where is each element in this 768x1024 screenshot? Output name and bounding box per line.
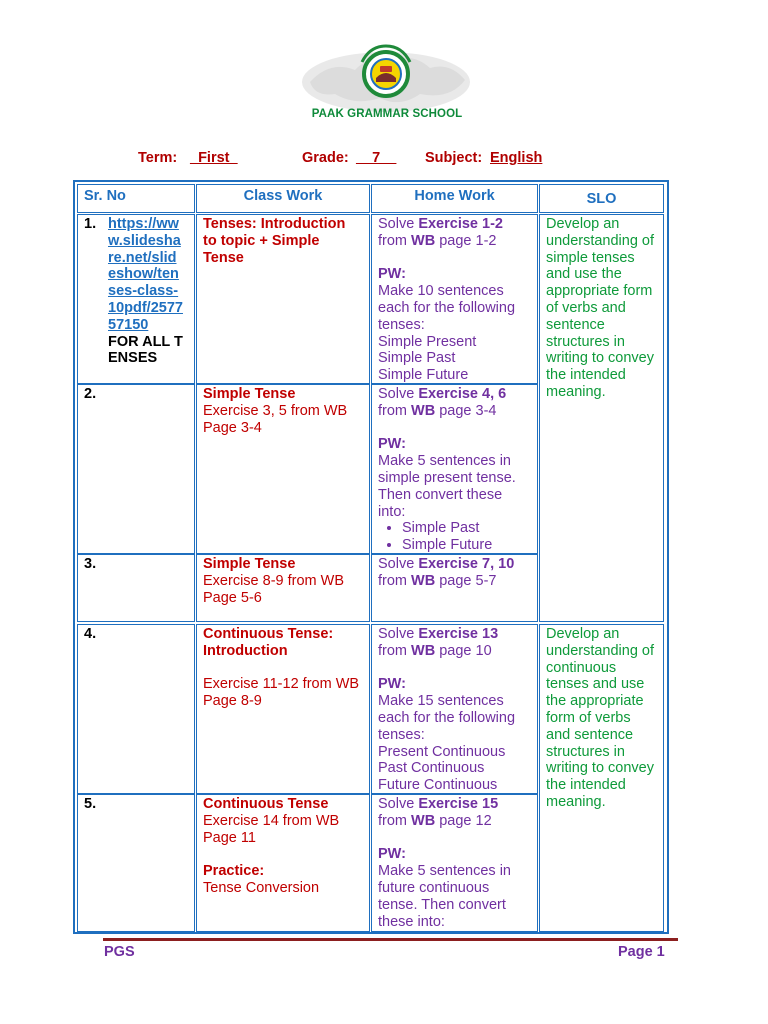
school-name: PAAK GRAMMAR SCHOOL: [311, 108, 463, 120]
row-1-sr-no: [77, 214, 195, 384]
hw-exercise: Exercise 15: [418, 796, 499, 812]
row-4-pw-item: Past Continuous: [378, 760, 485, 777]
header-class-work: Class Work: [196, 184, 370, 213]
row-1-number: 1.: [84, 216, 97, 232]
row-2-cw-text: Exercise 3, 5 from WB Page 3-4: [203, 402, 348, 436]
hw-wb: WB: [411, 812, 436, 829]
row-1-class-work: Tenses: Introduction to topic + Simple Tense: [196, 214, 370, 384]
row-1-link-note: FOR ALL TENSES: [108, 333, 183, 367]
term-label: Term:: [138, 150, 178, 166]
row-3-cw-title: Simple Tense: [203, 556, 296, 572]
row-5-practice-label: Practice:: [203, 863, 265, 880]
row-2-pw-item: • Simple Past: [402, 520, 531, 537]
row-3-home-work: [371, 554, 538, 622]
row-2-sr-no: [77, 384, 195, 554]
hw-page: page 12: [435, 812, 492, 829]
hw-exercise: Exercise 4, 6: [418, 386, 507, 402]
row-4-cw-title: Continuous Tense: Introduction: [203, 626, 334, 659]
hw-page: page 3-4: [435, 402, 497, 419]
hw-from: from: [378, 642, 412, 659]
hw-wb: WB: [411, 402, 436, 419]
row-2-pw-label: PW:: [378, 436, 406, 453]
hw-page: page 10: [435, 642, 492, 659]
row-2-home-work: [371, 384, 538, 554]
row-5-cw-text: Exercise 14 from WB Page 11: [203, 812, 340, 846]
hw-exercise: Exercise 1-2: [418, 216, 503, 232]
row-5-pw-label: PW:: [378, 846, 406, 863]
curriculum-table: [73, 180, 669, 934]
row-4-pw-item: Present Continuous: [378, 743, 506, 760]
row-5-sr-no: [77, 794, 195, 932]
subject-value: English: [490, 150, 543, 166]
footer-page-number: Page 1: [618, 944, 665, 960]
hw-wb: WB: [411, 572, 436, 589]
row-5-cw-title: Continuous Tense: [203, 796, 329, 812]
header-sr-no: Sr. No: [77, 184, 195, 213]
hw-from: from: [378, 812, 412, 829]
row-5-home-work: [371, 794, 538, 932]
row-4-number: 4.: [84, 626, 97, 642]
row-2-pw-text: Make 5 sentences in simple present tense. Then convert these into:: [378, 453, 516, 520]
row-1-pw-label: PW:: [378, 266, 406, 283]
slo-continuous-tenses: Develop an understanding of continuous tenses and use the appropriate form of verbs and sentence structures in writing to convey the intended meaning.: [539, 624, 664, 932]
subject-label: Subject:: [425, 150, 483, 166]
hw-solve: Solve: [378, 556, 419, 572]
grade-label: Grade:: [302, 150, 349, 166]
hw-solve: Solve: [378, 796, 419, 812]
slo-simple-tenses: Develop an understanding of simple tenses and use the appropriate form of verbs and sentence structures in writing to convey the intended meaning.: [539, 214, 664, 622]
hw-solve: Solve: [378, 386, 419, 402]
row-3-number: 3.: [84, 556, 97, 572]
footer-school-abbr: PGS: [104, 944, 135, 960]
row-2-cw-title: Simple Tense: [203, 386, 296, 402]
row-1-home-work: [371, 214, 538, 384]
row-5-number: 5.: [84, 796, 97, 812]
term-value: _First_: [190, 150, 238, 166]
row-4-pw-item: Future Continuous: [378, 777, 498, 794]
row-1-pw-item: Simple Future: [378, 367, 469, 384]
row-5-class-work: [196, 794, 370, 932]
hw-from: from: [378, 572, 412, 589]
row-4-class-work: [196, 624, 370, 794]
grade-value: __7__: [356, 150, 397, 166]
row-4-pw-text: Make 15 sentences each for the following tenses:: [378, 693, 516, 743]
row-4-pw-label: PW:: [378, 676, 406, 693]
row-4-sr-no: [77, 624, 195, 794]
hw-page: page 5-7: [435, 572, 497, 589]
row-5-practice-text: Tense Conversion: [203, 879, 320, 896]
row-4-cw-text: Exercise 11-12 from WB Page 8-9: [203, 676, 360, 710]
row-3-sr-no: [77, 554, 195, 622]
row-3-class-work: [196, 554, 370, 622]
hw-from: from: [378, 402, 412, 419]
footer-divider: [103, 938, 678, 941]
row-2-class-work: [196, 384, 370, 554]
row-3-cw-text: Exercise 8-9 from WB Page 5-6: [203, 572, 344, 606]
row-1-pw-item: Simple Present: [378, 333, 477, 350]
row-1-pw-item: Simple Past: [378, 350, 456, 367]
row-1-pw-text: Make 10 sentences each for the following tenses:: [378, 283, 516, 333]
hw-wb: WB: [411, 642, 436, 659]
row-2-number: 2.: [84, 386, 97, 402]
row-5-pw-text: Make 5 sentences in future continuous tense. Then convert these into:: [378, 863, 511, 930]
header-slo: SLO: [539, 184, 664, 213]
row-2-pw-item: • Simple Future: [402, 537, 531, 554]
slideshare-link[interactable]: https://www.slideshare.net/slideshow/tenses-class-10pdf/257757150: [108, 216, 183, 333]
header-home-work: Home Work: [371, 184, 538, 213]
hw-solve: Solve: [378, 216, 419, 232]
term-line: [0, 150, 768, 172]
hw-wb: WB: [411, 232, 436, 249]
hw-solve: Solve: [378, 626, 419, 642]
hw-exercise: Exercise 13: [418, 626, 499, 642]
hw-page: page 1-2: [435, 232, 497, 249]
hw-exercise: Exercise 7, 10: [418, 556, 515, 572]
row-4-home-work: [371, 624, 538, 794]
hw-from: from: [378, 232, 412, 249]
